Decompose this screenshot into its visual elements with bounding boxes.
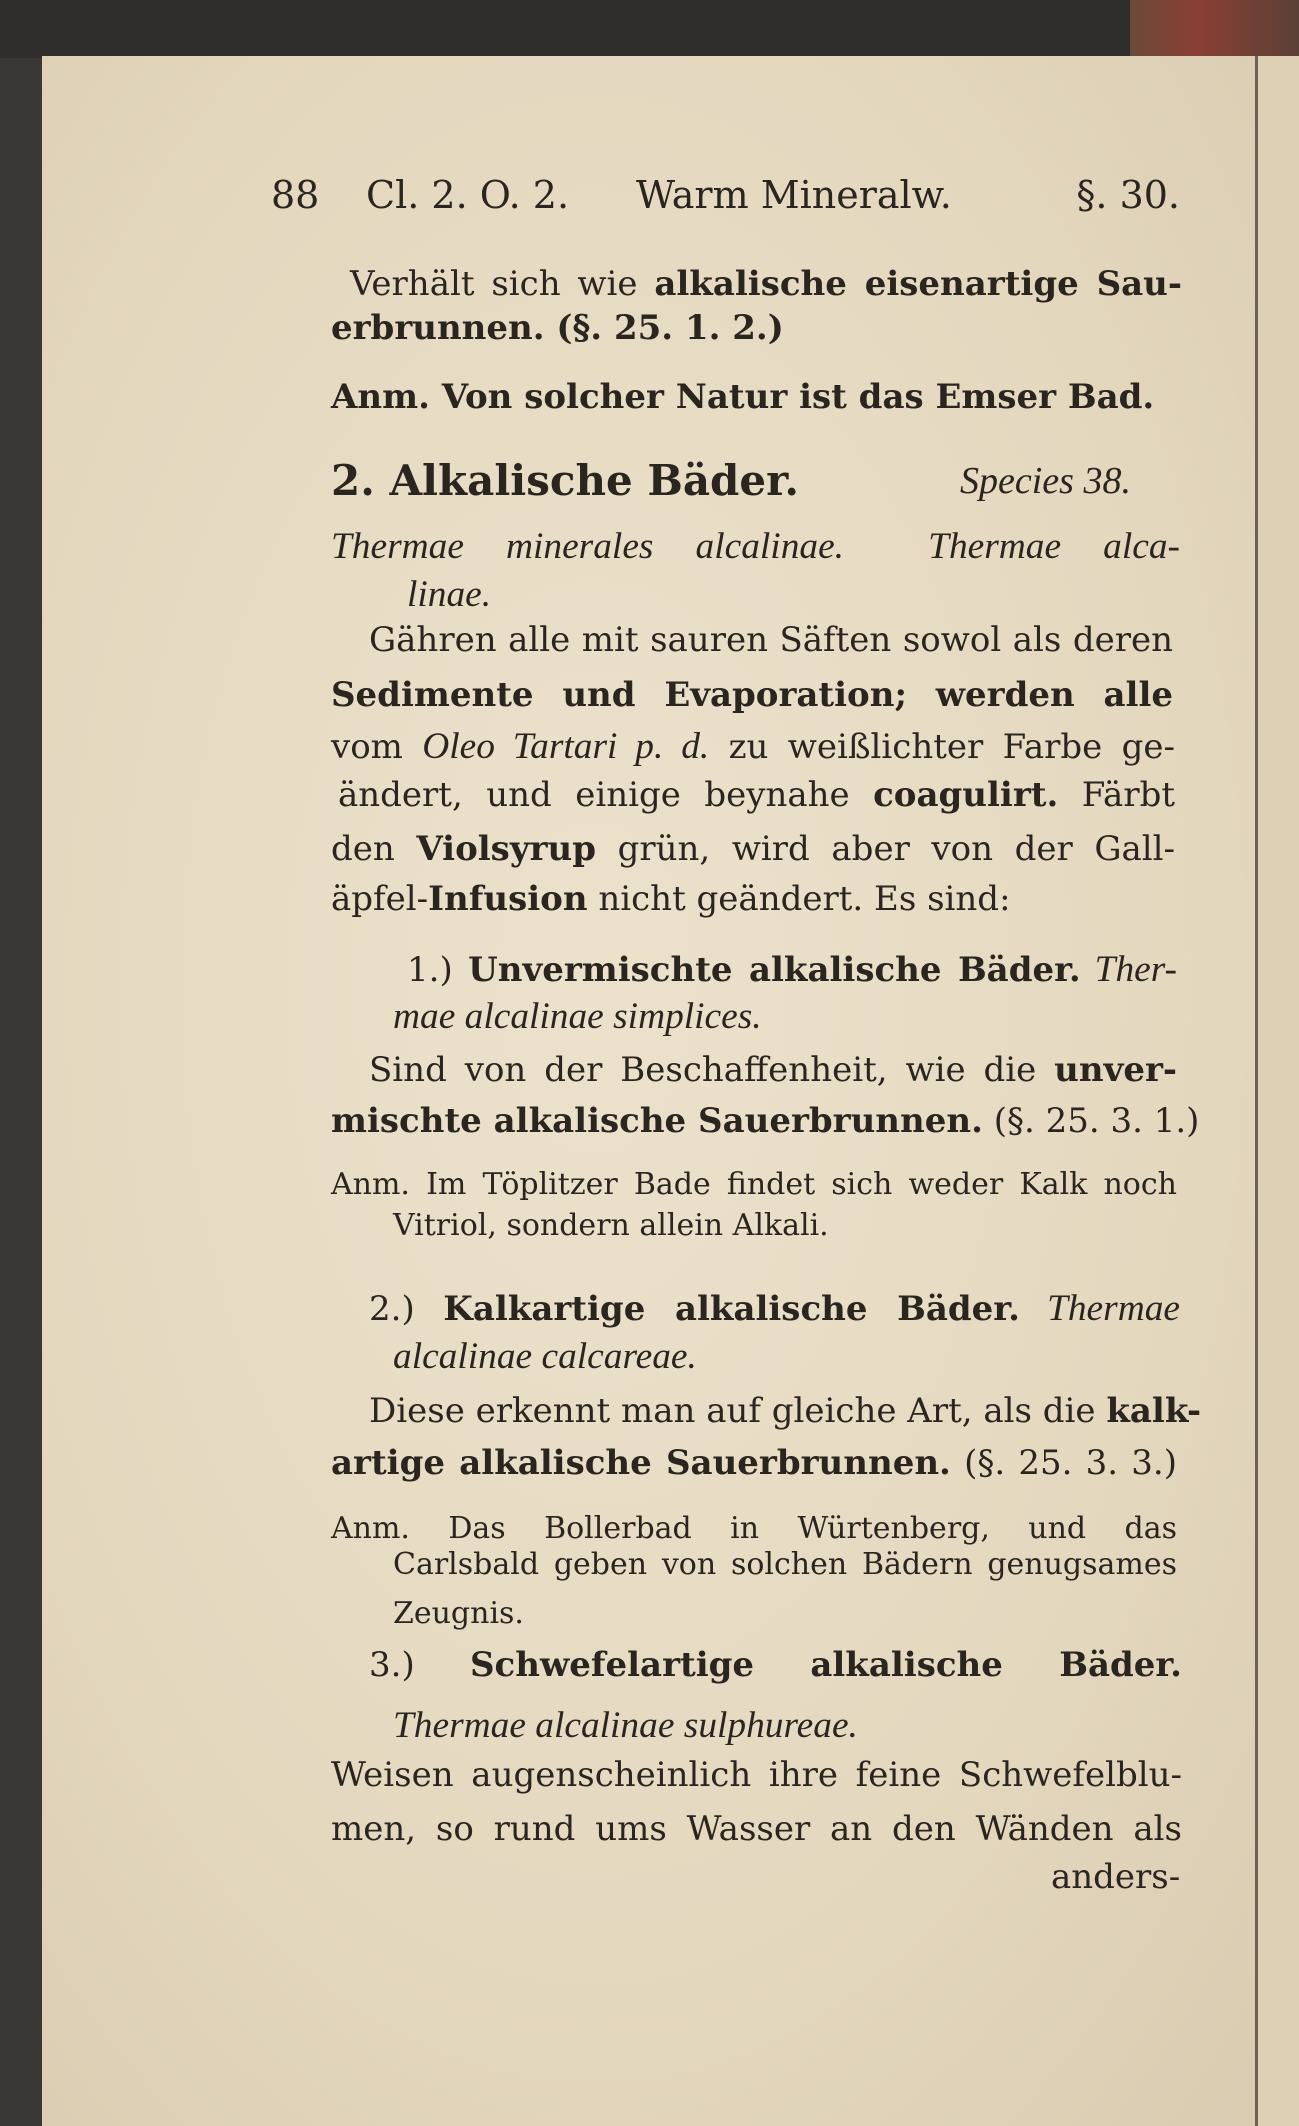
text-segment: 2. Alkalische Bäder. xyxy=(331,456,800,505)
text-line xyxy=(369,1391,1202,1431)
text-segment: Anm. Das Bollerbad in Würtenberg, und das xyxy=(331,1511,1177,1546)
text-line xyxy=(331,675,1173,715)
text-segment: coagulirt. xyxy=(873,775,1059,815)
text-segment: Kalkartige alkalische Bäder. xyxy=(443,1289,1020,1329)
text-segment: Diese erkennt man auf gleiche Art, als die xyxy=(369,1391,1107,1431)
text-line xyxy=(331,829,1176,869)
text-segment: unver- xyxy=(1054,1050,1177,1090)
text-segment: Thermae alcalinae sulphureae. xyxy=(393,1705,858,1746)
text-line xyxy=(369,620,1173,660)
text-segment: Ther- xyxy=(1080,949,1178,990)
text-line xyxy=(393,1595,524,1629)
text-segment: äpfel- xyxy=(331,879,429,919)
species-label: Species 38. xyxy=(960,460,1131,502)
text-line xyxy=(331,456,800,505)
text-segment: (§. 25. 3. 1.) xyxy=(982,1101,1200,1141)
text-line xyxy=(331,1809,1182,1849)
text-segment: Violsyrup xyxy=(416,829,596,869)
text-line xyxy=(338,775,1176,815)
text-line xyxy=(331,1443,1177,1483)
text-line xyxy=(393,1546,1177,1580)
text-segment: mischte alkalische Sauerbrunnen. xyxy=(331,1101,983,1141)
text-segment: zu weißlichter Farbe ge- xyxy=(709,727,1175,767)
text-segment: erbrunnen. (§. 25. 1. 2.) xyxy=(331,308,784,348)
text-segment: Weisen augenscheinlich ihre feine Schwefelblu- xyxy=(331,1755,1182,1795)
text-segment: anders- xyxy=(1051,1857,1181,1897)
class-order: Cl. 2. O. 2. xyxy=(366,173,570,217)
text-segment: 1.) xyxy=(407,950,469,990)
text-line xyxy=(369,1645,1183,1685)
text-line xyxy=(331,728,1175,765)
text-segment: (§. 25. 3. 3.) xyxy=(950,1443,1177,1483)
text-segment: 3.) xyxy=(369,1645,470,1685)
text-segment: artige alkalische Sauerbrunnen. xyxy=(331,1443,951,1483)
scan-background-top xyxy=(0,0,1299,58)
text-segment: Infusion xyxy=(428,879,588,919)
text-segment: Thermae xyxy=(1019,1288,1181,1329)
text-line xyxy=(393,1707,858,1744)
text-segment: mae alcalinae simplices. xyxy=(393,996,762,1037)
next-page-edge xyxy=(1258,56,1299,2126)
text-line xyxy=(331,528,1180,565)
text-line xyxy=(369,1050,1177,1090)
text-segment: nicht geändert. Es sind: xyxy=(587,879,1011,919)
text-line xyxy=(393,1207,829,1241)
text-line xyxy=(407,576,491,613)
text-segment: linae. xyxy=(407,574,492,615)
text-segment: Oleo Tartari p. d. xyxy=(422,726,710,767)
text-segment: kalk- xyxy=(1106,1391,1202,1431)
section-number: §. 30. xyxy=(1076,173,1180,217)
text-segment: Schwefelartige alkalische Bäder. xyxy=(470,1645,1183,1685)
text-segment: Anm. Von solcher Natur ist das Emser Bad. xyxy=(331,377,1155,417)
text-segment: men, so rund ums Wasser an den Wänden als xyxy=(331,1809,1182,1849)
text-segment: Sedimente und Evaporation; werden alle xyxy=(331,675,1173,715)
text-segment: 2.) xyxy=(369,1289,444,1329)
text-segment: Zeugnis. xyxy=(393,1596,524,1631)
text-segment: Carlsbald geben von solchen Bädern genugsames xyxy=(393,1547,1177,1582)
text-segment: Sind von der Beschaffenheit, wie die xyxy=(369,1050,1055,1090)
text-line xyxy=(331,308,784,348)
running-title: Warm Mineralw. xyxy=(636,173,952,217)
text-line xyxy=(369,1290,1180,1327)
text-segment: Verhält sich wie xyxy=(350,264,655,304)
text-line xyxy=(350,264,1183,304)
text-line xyxy=(331,1755,1182,1795)
text-line xyxy=(407,951,1177,988)
text-line xyxy=(331,879,1011,919)
text-line xyxy=(1051,1857,1181,1897)
text-segment: Färbt xyxy=(1058,775,1176,815)
text-line xyxy=(331,377,1155,417)
text-segment: alkalische eisenartige Sau- xyxy=(654,264,1183,304)
text-segment: den xyxy=(331,829,417,869)
text-line xyxy=(393,998,762,1035)
text-line xyxy=(331,1166,1177,1200)
text-segment: alcalinae calcareae. xyxy=(393,1336,697,1377)
text-segment: Unvermischte alkalische Bäder. xyxy=(468,950,1081,990)
text-segment: Vitriol, sondern allein Alkali. xyxy=(393,1208,829,1243)
text-segment: grün, wird aber von der Gall- xyxy=(596,829,1176,869)
text-segment: ändert, und einige beynahe xyxy=(338,775,874,815)
page-number: 88 xyxy=(271,173,320,217)
text-segment: Anm. Im Töplitzer Bade findet sich weder Kalk noch xyxy=(331,1167,1177,1202)
text-line xyxy=(331,1510,1177,1544)
text-line xyxy=(393,1338,697,1375)
text-segment: Gähren alle mit sauren Säften sowol als deren xyxy=(369,620,1173,660)
book-edge xyxy=(1130,0,1299,60)
text-line xyxy=(331,1101,1200,1141)
text-segment: Thermae minerales alcalinae. Thermae alca- xyxy=(331,526,1180,567)
text-segment: vom xyxy=(331,727,423,767)
